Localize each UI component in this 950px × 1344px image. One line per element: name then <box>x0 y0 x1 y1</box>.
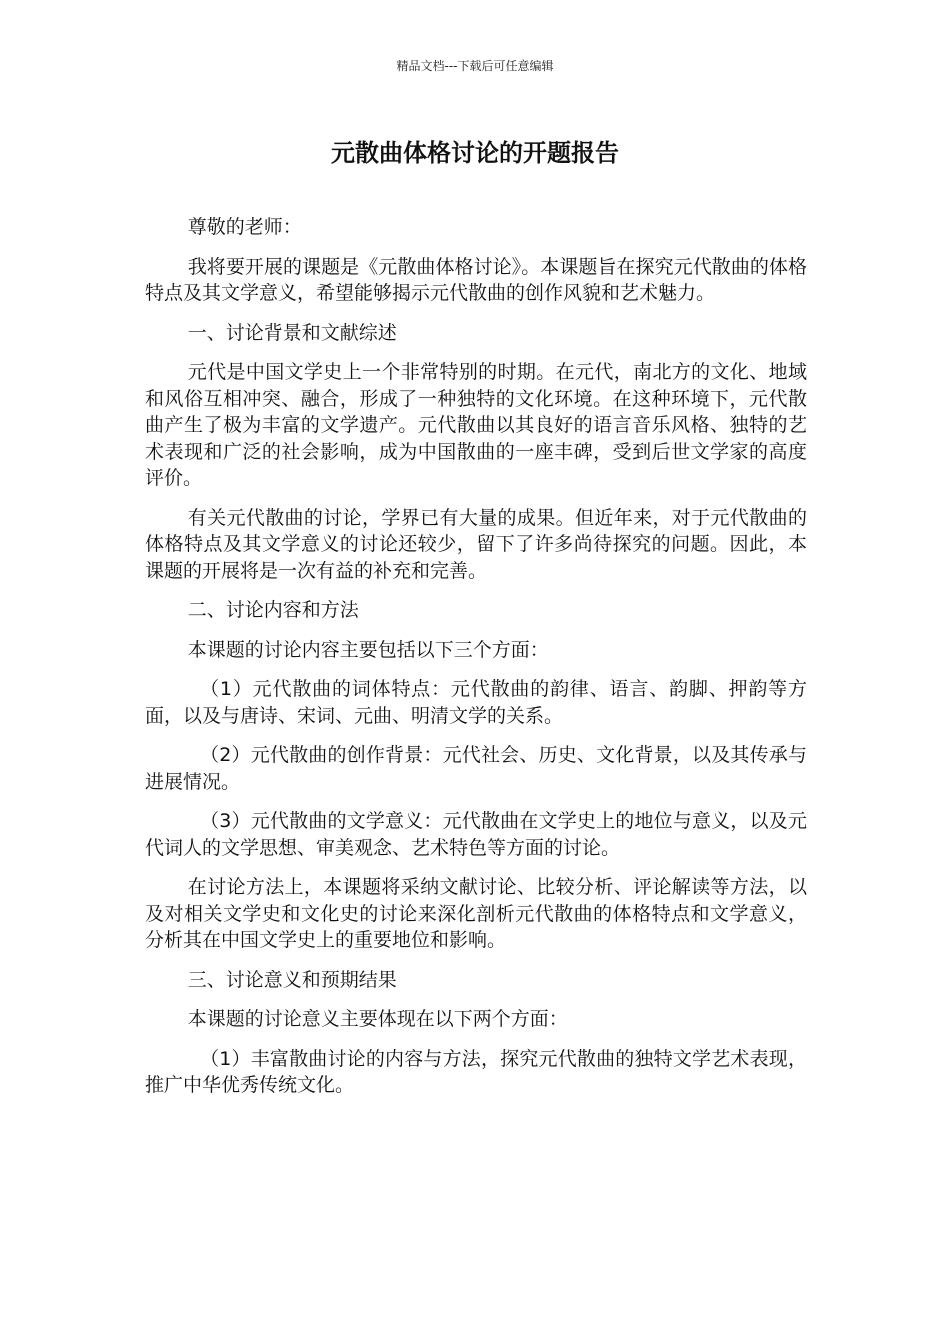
body-paragraph: 本课题的讨论内容主要包括以下三个方面： <box>187 638 549 661</box>
body-paragraph: 在讨论方法上，本课题将采纳文献讨论、比较分析、评论解读等方法，以及对相关文学史和文化史的讨论来深化剖析元代散曲的体格特点和文学意义，分析其在中国文学史上的重要地位和影响。 <box>145 876 807 951</box>
intro-paragraph: 我将要开展的课题是《元散曲体格讨论》。本课题旨在探究元代散曲的体格特点及其文学意义，希望能够揭示元代散曲的创作风貌和艺术魅力。 <box>145 255 807 304</box>
salutation: 尊敬的老师： <box>187 216 302 238</box>
list-item: （2）元代散曲的创作背景：元代社会、历史、文化背景，以及其传承与进展情况。 <box>145 744 807 793</box>
section-heading-significance: 三、讨论意义和预期结果 <box>187 968 397 991</box>
page-header: 精品文档---下载后可任意编辑 <box>396 59 554 73</box>
document-body <box>145 214 807 1112</box>
document-title: 元散曲体格讨论的开题报告 <box>331 139 619 167</box>
list-item: （3）元代散曲的文学意义：元代散曲在文学史上的地位与意义，以及元代词人的文学思想、审美观念、艺术特色等方面的讨论。 <box>145 810 807 859</box>
section-heading-content-methods: 二、讨论内容和方法 <box>187 599 359 621</box>
body-paragraph: 本课题的讨论意义主要体现在以下两个方面： <box>187 1008 568 1030</box>
list-item: （1）丰富散曲讨论的内容与方法，探究元代散曲的独特文学艺术表现，推广中华优秀传统文化。 <box>145 1047 807 1096</box>
list-item: （1）元代散曲的词体特点：元代散曲的韵律、语言、韵脚、押韵等方面，以及与唐诗、宋词、元曲、明清文学的关系。 <box>145 678 807 727</box>
section-heading-background: 一、讨论背景和文献综述 <box>187 321 397 344</box>
body-paragraph: 元代是中国文学史上一个非常特别的时期。在元代，南北方的文化、地域和风俗互相冲突、融合，形成了一种独特的文化环境。在这种环境下，元代散曲产生了极为丰富的文学遗产。元代散曲以其良好的语言音乐风格、独特的艺术表现和广泛的社会影响，成为中国散曲的一座丰碑，受到后世文学家的高度评价。 <box>145 361 807 489</box>
body-paragraph: 有关元代散曲的讨论，学界已有大量的成果。但近年来，对于元代散曲的体格特点及其文学意义的讨论还较少，留下了许多尚待探究的问题。因此，本课题的开展将是一次有益的补充和完善。 <box>145 506 807 582</box>
